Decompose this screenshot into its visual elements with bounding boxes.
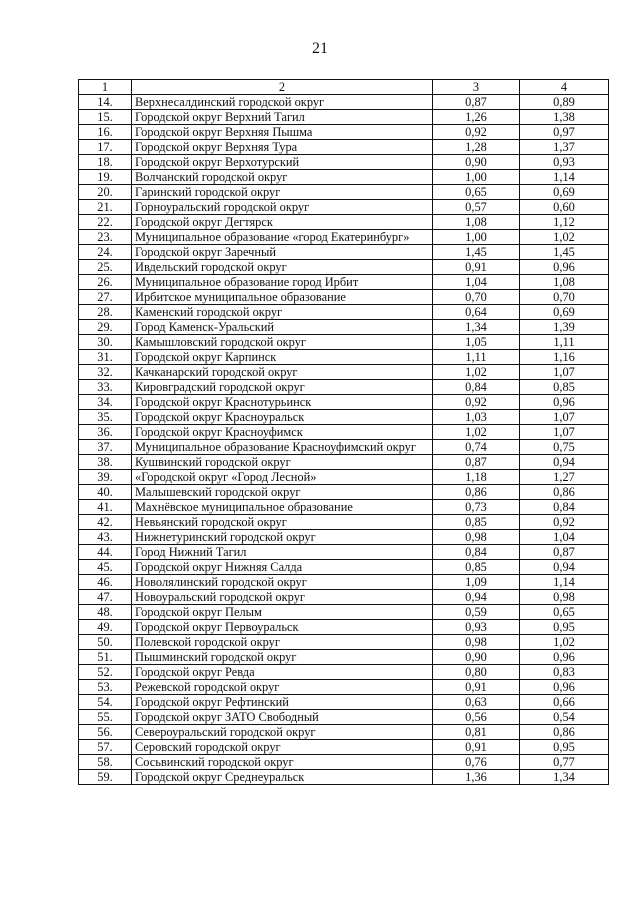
- municipality-name: Городской округ Карпинск: [132, 350, 433, 365]
- row-number: 42.: [79, 515, 132, 530]
- value-col-4: 1,37: [520, 140, 609, 155]
- value-col-3: 0,56: [433, 710, 520, 725]
- row-number: 28.: [79, 305, 132, 320]
- table-row: [79, 440, 609, 455]
- value-col-4: 0,96: [520, 650, 609, 665]
- value-col-4: 1,16: [520, 350, 609, 365]
- value-col-3: 1,26: [433, 110, 520, 125]
- table-row: [79, 575, 609, 590]
- value-col-3: 0,59: [433, 605, 520, 620]
- row-number: 14.: [79, 95, 132, 110]
- table-row: [79, 485, 609, 500]
- municipality-name: Новоуральский городской округ: [132, 590, 433, 605]
- table-row: [79, 170, 609, 185]
- value-col-4: 1,02: [520, 230, 609, 245]
- municipality-name: Малышевский городской округ: [132, 485, 433, 500]
- value-col-3: 1,28: [433, 140, 520, 155]
- value-col-3: 0,90: [433, 155, 520, 170]
- municipality-name: Верхнесалдинский городской округ: [132, 95, 433, 110]
- row-number: 49.: [79, 620, 132, 635]
- value-col-4: 0,94: [520, 560, 609, 575]
- value-col-4: 1,39: [520, 320, 609, 335]
- municipality-name: Муниципальное образование «город Екатеринбург»: [132, 230, 433, 245]
- table-row: [79, 680, 609, 695]
- value-col-4: 1,14: [520, 575, 609, 590]
- municipality-name: Городской округ Ревда: [132, 665, 433, 680]
- municipality-name: Городской округ ЗАТО Свободный: [132, 710, 433, 725]
- value-col-4: 1,27: [520, 470, 609, 485]
- value-col-3: 0,98: [433, 635, 520, 650]
- value-col-3: 1,18: [433, 470, 520, 485]
- row-number: 29.: [79, 320, 132, 335]
- row-number: 31.: [79, 350, 132, 365]
- row-number: 22.: [79, 215, 132, 230]
- value-col-4: 0,95: [520, 620, 609, 635]
- municipality-name: Город Нижний Тагил: [132, 545, 433, 560]
- value-col-4: 0,95: [520, 740, 609, 755]
- table-row: [79, 110, 609, 125]
- header-row: [79, 80, 609, 95]
- table-row: [79, 740, 609, 755]
- table-row: [79, 545, 609, 560]
- table-row: [79, 755, 609, 770]
- row-number: 35.: [79, 410, 132, 425]
- value-col-4: 1,34: [520, 770, 609, 785]
- value-col-4: 0,89: [520, 95, 609, 110]
- value-col-4: 0,86: [520, 725, 609, 740]
- row-number: 45.: [79, 560, 132, 575]
- municipality-name: Полевской городской округ: [132, 635, 433, 650]
- value-col-3: 1,45: [433, 245, 520, 260]
- value-col-3: 1,11: [433, 350, 520, 365]
- value-col-4: 0,54: [520, 710, 609, 725]
- municipality-name: Муниципальное образование Красноуфимский округ: [132, 440, 433, 455]
- value-col-4: 0,92: [520, 515, 609, 530]
- municipality-name: Городской округ Пелым: [132, 605, 433, 620]
- table-row: [79, 200, 609, 215]
- value-col-3: 1,02: [433, 425, 520, 440]
- value-col-3: 1,00: [433, 170, 520, 185]
- table-row: [79, 185, 609, 200]
- municipality-name: Гаринский городской округ: [132, 185, 433, 200]
- municipality-name: Городской округ Краснотурьинск: [132, 395, 433, 410]
- value-col-3: 0,64: [433, 305, 520, 320]
- value-col-3: 1,09: [433, 575, 520, 590]
- value-col-4: 0,94: [520, 455, 609, 470]
- table-row: [79, 770, 609, 785]
- table-row: [79, 620, 609, 635]
- value-col-4: 0,97: [520, 125, 609, 140]
- table-row: [79, 380, 609, 395]
- row-number: 25.: [79, 260, 132, 275]
- value-col-4: 1,02: [520, 635, 609, 650]
- row-number: 21.: [79, 200, 132, 215]
- column-header-3: 3: [433, 80, 520, 95]
- value-col-4: 0,70: [520, 290, 609, 305]
- value-col-3: 0,91: [433, 740, 520, 755]
- table-row: [79, 710, 609, 725]
- value-col-4: 0,86: [520, 485, 609, 500]
- row-number: 37.: [79, 440, 132, 455]
- table-row: [79, 650, 609, 665]
- row-number: 32.: [79, 365, 132, 380]
- row-number: 57.: [79, 740, 132, 755]
- value-col-3: 1,36: [433, 770, 520, 785]
- value-col-3: 1,05: [433, 335, 520, 350]
- row-number: 53.: [79, 680, 132, 695]
- municipality-name: Нижнетуринский городской округ: [132, 530, 433, 545]
- table-row: [79, 365, 609, 380]
- table-row: [79, 455, 609, 470]
- value-col-3: 0,94: [433, 590, 520, 605]
- table-row: [79, 275, 609, 290]
- municipality-name: Новолялинский городской округ: [132, 575, 433, 590]
- value-col-3: 0,84: [433, 545, 520, 560]
- row-number: 51.: [79, 650, 132, 665]
- row-number: 58.: [79, 755, 132, 770]
- municipality-name: Городской округ Рефтинский: [132, 695, 433, 710]
- column-header-2: 2: [132, 80, 433, 95]
- row-number: 39.: [79, 470, 132, 485]
- row-number: 30.: [79, 335, 132, 350]
- row-number: 33.: [79, 380, 132, 395]
- value-col-3: 0,90: [433, 650, 520, 665]
- municipality-name: «Городской округ «Город Лесной»: [132, 470, 433, 485]
- table-row: [79, 245, 609, 260]
- row-number: 50.: [79, 635, 132, 650]
- table-row: [79, 500, 609, 515]
- value-col-4: 0,96: [520, 395, 609, 410]
- table-row: [79, 425, 609, 440]
- value-col-4: 0,96: [520, 680, 609, 695]
- value-col-4: 1,08: [520, 275, 609, 290]
- value-col-3: 0,63: [433, 695, 520, 710]
- row-number: 19.: [79, 170, 132, 185]
- value-col-3: 0,92: [433, 395, 520, 410]
- municipality-name: Ивдельский городской округ: [132, 260, 433, 275]
- value-col-3: 0,76: [433, 755, 520, 770]
- municipality-name: Качканарский городской округ: [132, 365, 433, 380]
- table-row: [79, 140, 609, 155]
- value-col-4: 0,98: [520, 590, 609, 605]
- table-row: [79, 335, 609, 350]
- row-number: 38.: [79, 455, 132, 470]
- value-col-4: 0,83: [520, 665, 609, 680]
- value-col-4: 0,69: [520, 305, 609, 320]
- municipality-name: Городской округ Верхняя Пышма: [132, 125, 433, 140]
- value-col-4: 1,07: [520, 425, 609, 440]
- value-col-4: 0,77: [520, 755, 609, 770]
- municipality-name: Город Каменск-Уральский: [132, 320, 433, 335]
- value-col-4: 1,11: [520, 335, 609, 350]
- table-row: [79, 515, 609, 530]
- value-col-4: 1,07: [520, 365, 609, 380]
- value-col-4: 1,45: [520, 245, 609, 260]
- municipality-name: Пышминский городской округ: [132, 650, 433, 665]
- table-row: [79, 320, 609, 335]
- row-number: 56.: [79, 725, 132, 740]
- value-col-3: 0,85: [433, 515, 520, 530]
- municipality-name: Волчанский городской округ: [132, 170, 433, 185]
- row-number: 15.: [79, 110, 132, 125]
- value-col-3: 0,57: [433, 200, 520, 215]
- value-col-3: 0,93: [433, 620, 520, 635]
- municipality-name: Городской округ Верхний Тагил: [132, 110, 433, 125]
- table-row: [79, 395, 609, 410]
- value-col-4: 0,75: [520, 440, 609, 455]
- row-number: 20.: [79, 185, 132, 200]
- value-col-4: 1,12: [520, 215, 609, 230]
- value-col-4: 0,69: [520, 185, 609, 200]
- municipality-name: Североуральский городской округ: [132, 725, 433, 740]
- value-col-4: 0,84: [520, 500, 609, 515]
- table-header: [79, 80, 609, 95]
- municipality-name: Ирбитское муниципальное образование: [132, 290, 433, 305]
- row-number: 44.: [79, 545, 132, 560]
- value-col-4: 0,66: [520, 695, 609, 710]
- column-header-4: 4: [520, 80, 609, 95]
- row-number: 16.: [79, 125, 132, 140]
- table-row: [79, 695, 609, 710]
- table-row: [79, 410, 609, 425]
- page-number: 21: [312, 40, 328, 57]
- value-col-4: 1,38: [520, 110, 609, 125]
- row-number: 47.: [79, 590, 132, 605]
- value-col-3: 1,08: [433, 215, 520, 230]
- row-number: 26.: [79, 275, 132, 290]
- municipality-name: Махнёвское муниципальное образование: [132, 500, 433, 515]
- row-number: 52.: [79, 665, 132, 680]
- row-number: 24.: [79, 245, 132, 260]
- municipality-name: Городской округ Верхняя Тура: [132, 140, 433, 155]
- value-col-4: 1,04: [520, 530, 609, 545]
- municipality-name: Кушвинский городской округ: [132, 455, 433, 470]
- table-row: [79, 590, 609, 605]
- municipality-name: Городской округ Первоуральск: [132, 620, 433, 635]
- row-number: 46.: [79, 575, 132, 590]
- row-number: 41.: [79, 500, 132, 515]
- value-col-3: 0,91: [433, 260, 520, 275]
- municipality-name: Невьянский городской округ: [132, 515, 433, 530]
- row-number: 36.: [79, 425, 132, 440]
- value-col-3: 0,80: [433, 665, 520, 680]
- value-col-3: 0,65: [433, 185, 520, 200]
- value-col-4: 0,85: [520, 380, 609, 395]
- row-number: 18.: [79, 155, 132, 170]
- municipality-name: Городской округ Заречный: [132, 245, 433, 260]
- value-col-3: 0,87: [433, 455, 520, 470]
- value-col-3: 1,04: [433, 275, 520, 290]
- municipality-name: Режевской городской округ: [132, 680, 433, 695]
- table-row: [79, 560, 609, 575]
- value-col-3: 0,86: [433, 485, 520, 500]
- value-col-4: 0,87: [520, 545, 609, 560]
- row-number: 34.: [79, 395, 132, 410]
- table-row: [79, 635, 609, 650]
- value-col-3: 0,84: [433, 380, 520, 395]
- municipality-name: Муниципальное образование город Ирбит: [132, 275, 433, 290]
- value-col-3: 0,73: [433, 500, 520, 515]
- municipality-name: Городской округ Красноуфимск: [132, 425, 433, 440]
- value-col-3: 0,85: [433, 560, 520, 575]
- table-row: [79, 725, 609, 740]
- table-row: [79, 125, 609, 140]
- value-col-3: 0,81: [433, 725, 520, 740]
- row-number: 55.: [79, 710, 132, 725]
- value-col-4: 0,96: [520, 260, 609, 275]
- value-col-4: 1,07: [520, 410, 609, 425]
- value-col-3: 1,00: [433, 230, 520, 245]
- table-row: [79, 155, 609, 170]
- municipality-name: Городской округ Красноуральск: [132, 410, 433, 425]
- table-row: [79, 215, 609, 230]
- value-col-3: 1,02: [433, 365, 520, 380]
- row-number: 17.: [79, 140, 132, 155]
- row-number: 23.: [79, 230, 132, 245]
- value-col-4: 0,60: [520, 200, 609, 215]
- value-col-4: 0,93: [520, 155, 609, 170]
- row-number: 27.: [79, 290, 132, 305]
- row-number: 54.: [79, 695, 132, 710]
- coefficients-table: [78, 79, 609, 785]
- value-col-3: 1,34: [433, 320, 520, 335]
- column-header-1: 1: [79, 80, 132, 95]
- table-row: [79, 305, 609, 320]
- municipality-name: Камышловский городской округ: [132, 335, 433, 350]
- value-col-3: 0,74: [433, 440, 520, 455]
- table-row: [79, 290, 609, 305]
- municipality-name: Городской округ Верхотурский: [132, 155, 433, 170]
- municipality-name: Городской округ Дегтярск: [132, 215, 433, 230]
- municipality-name: Сосьвинский городской округ: [132, 755, 433, 770]
- row-number: 48.: [79, 605, 132, 620]
- municipality-name: Серовский городской округ: [132, 740, 433, 755]
- value-col-4: 0,65: [520, 605, 609, 620]
- value-col-3: 0,98: [433, 530, 520, 545]
- row-number: 40.: [79, 485, 132, 500]
- table-row: [79, 470, 609, 485]
- value-col-3: 0,92: [433, 125, 520, 140]
- municipality-name: Городской округ Среднеуральск: [132, 770, 433, 785]
- table-row: [79, 530, 609, 545]
- value-col-3: 1,03: [433, 410, 520, 425]
- value-col-3: 0,87: [433, 95, 520, 110]
- table-row: [79, 260, 609, 275]
- value-col-3: 0,91: [433, 680, 520, 695]
- table-body: [79, 95, 609, 785]
- municipality-name: Городской округ Нижняя Салда: [132, 560, 433, 575]
- table-row: [79, 230, 609, 245]
- municipality-name: Горноуральский городской округ: [132, 200, 433, 215]
- row-number: 59.: [79, 770, 132, 785]
- municipality-name: Каменский городской округ: [132, 305, 433, 320]
- municipality-name: Кировградский городской округ: [132, 380, 433, 395]
- table-row: [79, 350, 609, 365]
- table-row: [79, 605, 609, 620]
- row-number: 43.: [79, 530, 132, 545]
- table-row: [79, 665, 609, 680]
- table-row: [79, 95, 609, 110]
- value-col-3: 0,70: [433, 290, 520, 305]
- value-col-4: 1,14: [520, 170, 609, 185]
